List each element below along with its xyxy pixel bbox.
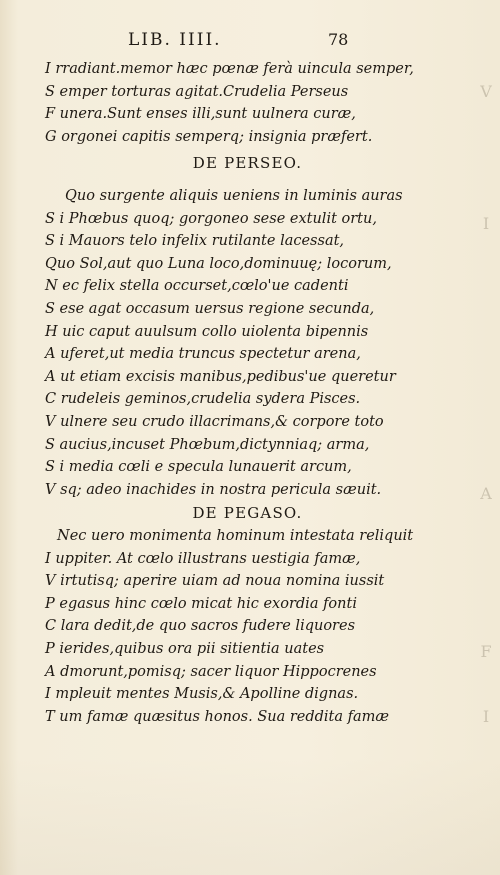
verse-line: T um famæ quæsitus honos. Sua reddita famæ xyxy=(45,708,390,725)
running-header-title: LIB. IIII. xyxy=(128,30,222,50)
verse-line: V sq; adeo inachides in nostra pericula sæuit. xyxy=(45,481,382,498)
verse-line: F unera.Sunt enses illi,sunt uulnera curæ, xyxy=(45,106,356,123)
verse-block-1 xyxy=(45,58,450,148)
verse-line: S i media cœli e specula lunauerit arcum, xyxy=(45,459,352,476)
page-number: 78 xyxy=(328,30,349,49)
show-through-mark: V xyxy=(480,82,492,101)
verse-line: I mpleuit mentes Musis,& Apolline dignas. xyxy=(45,686,359,703)
verse-line: P ierides,quibus ora pii sitientia uates xyxy=(45,640,325,657)
section-heading-pegasus: DE PEGASO. xyxy=(192,504,303,522)
verse-line: S ese agat occasum uersus regione secunda, xyxy=(45,300,375,317)
verse-line: H uic caput auulsum collo uiolenta bipennis xyxy=(45,323,369,340)
verse-line: V ulnere seu crudo illacrimans,& corpore toto xyxy=(45,413,384,430)
show-through-mark: I xyxy=(482,214,490,233)
verse-line: I rradiant.memor hæc pœnæ ferà uincula semper, xyxy=(45,61,414,77)
show-through-mark: I xyxy=(482,707,490,726)
verse-line: V irtutisq; aperire uiam ad noua nomina iussit xyxy=(45,573,385,590)
verse-line: A ut etiam excisis manibus,pedibus'ue queretur xyxy=(45,368,396,385)
show-through-mark: F xyxy=(480,642,492,661)
verse-line: Nec uero monimenta hominum intestata reliquit xyxy=(57,528,414,544)
verse-line: I uppiter. At cœlo illustrans uestigia famæ, xyxy=(45,550,361,567)
verse-line: A uferet,ut media truncus spectetur arena, xyxy=(45,346,361,363)
section-heading-perseus: DE PERSEO. xyxy=(192,154,303,172)
verse-line: G orgonei capitis semperq; insignia præfert. xyxy=(45,128,373,145)
verse-line: Quo Sol,aut quo Luna loco,dominuuę; locorum, xyxy=(45,255,392,272)
verse-block-2 xyxy=(45,185,450,501)
verse-line: N ec felix stella occurset,cœlo'ue cadenti xyxy=(45,278,349,295)
verse-line: S aucius,incuset Phœbum,dictynniaq; arma, xyxy=(45,436,370,453)
verse-line: Quo surgente aliquis ueniens in luminis auras xyxy=(65,188,403,204)
verse-line: S i Mauors telo infelix rutilante lacessat, xyxy=(45,233,345,250)
verse-line: S i Phœbus quoq; gorgoneo sese extulit ortu, xyxy=(45,210,377,227)
verse-line: C lara dedit,de quo sacros fudere liquores xyxy=(45,618,356,635)
show-through-mark: A xyxy=(480,484,492,503)
verse-block-3 xyxy=(45,525,450,728)
verse-line: P egasus hinc cœlo micat hic exordia fonti xyxy=(45,595,357,612)
verse-line: S emper torturas agitat.Crudelia Perseus xyxy=(45,83,349,100)
verse-line: A dmorunt,pomisq; sacer liquor Hippocrenes xyxy=(45,663,377,680)
verse-line: C rudeleis geminos,crudelia sydera Pisces. xyxy=(45,391,361,408)
